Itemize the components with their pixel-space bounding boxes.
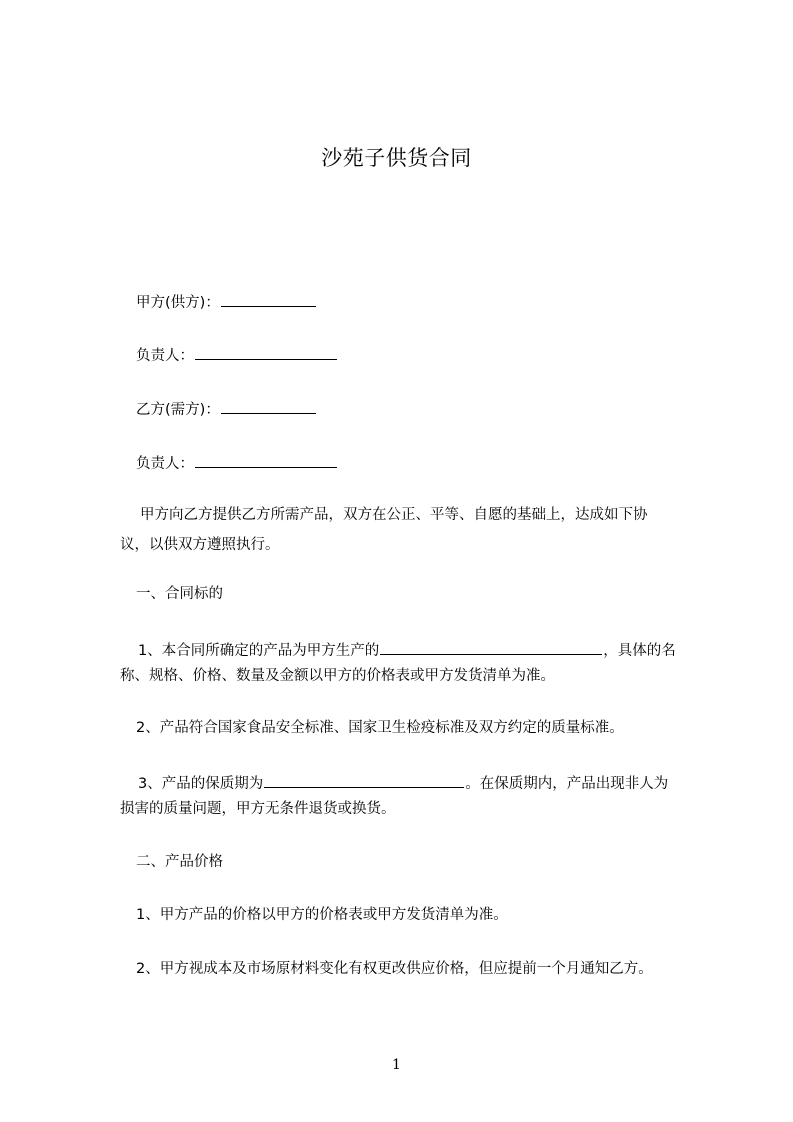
section-1-item-2: 2、产品符合国家食品安全标准、国家卫生检疫标准及双方约定的质量标准。 bbox=[136, 720, 624, 736]
section-2-heading: 二、产品价格 bbox=[136, 854, 223, 870]
party-a-contact-line bbox=[114, 344, 736, 366]
party-b-contact-label: 负责人： bbox=[136, 456, 194, 472]
party-a-label: 甲方(供方)： bbox=[136, 295, 220, 311]
party-a-contact-blank[interactable] bbox=[195, 344, 337, 360]
document-title: 沙苑子供货合同 bbox=[321, 146, 472, 170]
party-b-contact-blank[interactable] bbox=[195, 452, 337, 468]
page-number: 1 bbox=[392, 1057, 401, 1073]
party-a-blank[interactable] bbox=[221, 291, 316, 307]
party-b-contact-line bbox=[114, 452, 736, 474]
s1-item1-suffix: ，具体的名 bbox=[603, 643, 676, 659]
s1-item3-suffix: 。在保质期内，产品出现非人为 bbox=[465, 776, 669, 792]
section-1-heading: 一、合同标的 bbox=[136, 586, 223, 602]
party-a-contact-label: 负责人： bbox=[136, 348, 194, 364]
section-1-item-1-line2: 称、规格、价格、数量及金额以甲方的价格表或甲方发货清单为准。 bbox=[120, 668, 555, 684]
section-2-item-2: 2、甲方视成本及市场原材料变化有权更改供应价格，但应提前一个月通知乙方。 bbox=[136, 961, 653, 977]
party-a-line bbox=[114, 291, 736, 313]
shelf-life-blank[interactable] bbox=[264, 772, 464, 788]
intro-paragraph-line2: 议，以供双方遵照执行。 bbox=[120, 537, 280, 553]
party-b-label: 乙方(需方)： bbox=[136, 402, 220, 418]
section-1-item-3-line1 bbox=[114, 772, 738, 794]
section-2-item-1: 1、甲方产品的价格以甲方的价格表或甲方发货清单为准。 bbox=[136, 907, 508, 923]
s1-item3-prefix: 3、产品的保质期为 bbox=[138, 776, 264, 792]
s1-item1-prefix: 1、本合同所确定的产品为甲方生产的 bbox=[138, 643, 380, 659]
party-b-line bbox=[114, 398, 736, 420]
section-1-item-3-line2: 损害的质量问题，甲方无条件退货或换货。 bbox=[120, 801, 396, 817]
intro-paragraph-line1: 甲方向乙方提供乙方所需产品，双方在公正、平等、自愿的基础上，达成如下协 bbox=[140, 507, 648, 523]
product-name-blank[interactable] bbox=[380, 639, 602, 655]
section-1-item-1-line1 bbox=[114, 639, 738, 661]
party-b-blank[interactable] bbox=[221, 398, 316, 414]
